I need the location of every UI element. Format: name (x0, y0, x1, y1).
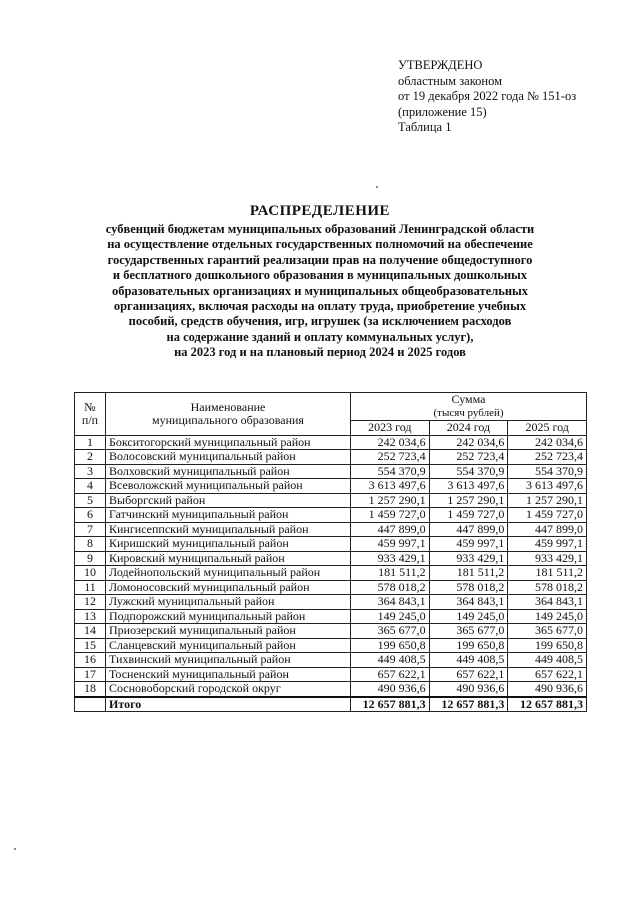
approval-stamp (398, 58, 576, 136)
row-number: 6 (75, 508, 106, 523)
amount-cell: 1 459 727,0 (429, 508, 508, 523)
amount-cell: 447 899,0 (351, 522, 430, 537)
table-row (75, 667, 587, 682)
amount-cell: 1 459 727,0 (508, 508, 587, 523)
amount-cell: 149 245,0 (351, 609, 430, 624)
municipality-name: Волосовский муниципальный район (106, 450, 351, 465)
amount-cell: 490 936,6 (429, 682, 508, 697)
approval-law: областным законом (398, 73, 503, 88)
municipality-name: Лужский муниципальный район (106, 595, 351, 610)
table-row (75, 580, 587, 595)
amount-cell: 149 245,0 (429, 609, 508, 624)
row-number: 7 (75, 522, 106, 537)
row-number: 2 (75, 450, 106, 465)
municipality-name: Ломоносовский муниципальный район (106, 580, 351, 595)
amount-cell: 199 650,8 (351, 638, 430, 653)
row-number: 8 (75, 537, 106, 552)
document-title: РАСПРЕДЕЛЕНИЕ (249, 203, 391, 219)
amount-cell: 3 613 497,6 (508, 479, 587, 494)
row-number: 15 (75, 638, 106, 653)
row-number: 13 (75, 609, 106, 624)
row-number: 16 (75, 653, 106, 668)
municipality-name: Сосновоборский городской округ (106, 682, 351, 697)
amount-cell: 365 677,0 (508, 624, 587, 639)
total-number-cell (75, 697, 106, 712)
table-row (75, 682, 587, 697)
table-row (75, 566, 587, 581)
amount-cell: 3 613 497,6 (429, 479, 508, 494)
col-year-2024: 2024 год (429, 421, 508, 436)
row-number: 9 (75, 551, 106, 566)
table-row (75, 508, 587, 523)
approval-table: Таблица 1 (398, 120, 452, 134)
municipality-name: Волховский муниципальный район (106, 464, 351, 479)
municipality-name: Всеволожский муниципальный район (106, 479, 351, 494)
municipality-name: Выборгский район (106, 493, 351, 508)
amount-cell: 364 843,1 (351, 595, 430, 610)
municipality-name: Тосненский муниципальный район (106, 667, 351, 682)
amount-cell: 449 408,5 (351, 653, 430, 668)
municipality-name: Сланцевский муниципальный район (106, 638, 351, 653)
amount-cell: 3 613 497,6 (351, 479, 430, 494)
amount-cell: 459 997,1 (508, 537, 587, 552)
col-sum-unit: (тысяч рублей) (351, 407, 587, 421)
row-number: 11 (75, 580, 106, 595)
municipality-name: Кингисеппский муниципальный район (106, 522, 351, 537)
amount-cell: 933 429,1 (351, 551, 430, 566)
municipality-name: Подпорожский муниципальный район (106, 609, 351, 624)
col-sum-header: Сумма (351, 393, 587, 407)
amount-cell: 181 511,2 (429, 566, 508, 581)
amount-cell: 364 843,1 (429, 595, 508, 610)
table-body (75, 435, 587, 712)
document-subtitle: субвенций бюджетам муниципальных образований Ленинградской области на осуществление отдельных государственных полномочий на обеспечение государственных гарантий реализации прав на получение общедоступного и бесплатного дошкольного образования в муниципальных дошкольных образовательных организациях и муниципальных общеобразовательных организациях, включая расходы на оплату труда, приобретение учебных пособий, средств обучения, игр, игрушек (за исключением расходов на содержание зданий и оплату коммунальных услуг), на 2023 год и на плановый период 2024 и 2025 годов (105, 222, 535, 360)
row-number: 5 (75, 493, 106, 508)
amount-cell: 1 459 727,0 (351, 508, 430, 523)
amount-cell: 199 650,8 (429, 638, 508, 653)
amount-cell: 490 936,6 (508, 682, 587, 697)
subsidy-table (74, 392, 587, 712)
amount-cell: 933 429,1 (429, 551, 508, 566)
amount-cell: 181 511,2 (351, 566, 430, 581)
row-number: 18 (75, 682, 106, 697)
amount-cell: 459 997,1 (429, 537, 508, 552)
row-number: 10 (75, 566, 106, 581)
amount-cell: 459 997,1 (351, 537, 430, 552)
amount-cell: 554 370,9 (429, 464, 508, 479)
scan-speck (376, 186, 378, 188)
amount-cell: 447 899,0 (429, 522, 508, 537)
amount-cell: 1 257 290,1 (508, 493, 587, 508)
municipality-name: Тихвинский муниципальный район (106, 653, 351, 668)
col-year-2023: 2023 год (351, 421, 430, 436)
table-row (75, 464, 587, 479)
total-amount: 12 657 881,3 (351, 697, 430, 712)
municipality-name: Приозерский муниципальный район (106, 624, 351, 639)
row-number: 4 (75, 479, 106, 494)
table-row (75, 551, 587, 566)
municipality-name: Лодейнопольский муниципальный район (106, 566, 351, 581)
table-row (75, 493, 587, 508)
table-row (75, 479, 587, 494)
amount-cell: 657 622,1 (508, 667, 587, 682)
amount-cell: 554 370,9 (351, 464, 430, 479)
amount-cell: 181 511,2 (508, 566, 587, 581)
approval-title: УТВЕРЖДЕНО (398, 58, 483, 72)
row-number: 1 (75, 435, 106, 450)
amount-cell: 242 034,6 (429, 435, 508, 450)
municipality-name: Бокситогорский муниципальный район (106, 435, 351, 450)
amount-cell: 364 843,1 (508, 595, 587, 610)
amount-cell: 252 723,4 (429, 450, 508, 465)
col-number-header: № п/п (75, 393, 106, 436)
table-row (75, 522, 587, 537)
table-row (75, 638, 587, 653)
amount-cell: 252 723,4 (508, 450, 587, 465)
col-name-header: Наименование муниципального образования (106, 393, 351, 436)
amount-cell: 447 899,0 (508, 522, 587, 537)
amount-cell: 199 650,8 (508, 638, 587, 653)
amount-cell: 365 677,0 (429, 624, 508, 639)
amount-cell: 149 245,0 (508, 609, 587, 624)
table-row (75, 624, 587, 639)
municipality-name: Киришский муниципальный район (106, 537, 351, 552)
total-row (75, 697, 587, 712)
table-row (75, 609, 587, 624)
amount-cell: 657 622,1 (429, 667, 508, 682)
col-year-2025: 2025 год (508, 421, 587, 436)
amount-cell: 242 034,6 (351, 435, 430, 450)
row-number: 14 (75, 624, 106, 639)
amount-cell: 252 723,4 (351, 450, 430, 465)
table-row (75, 435, 587, 450)
amount-cell: 449 408,5 (508, 653, 587, 668)
amount-cell: 1 257 290,1 (351, 493, 430, 508)
table-row (75, 595, 587, 610)
total-amount: 12 657 881,3 (429, 697, 508, 712)
scan-speck (14, 848, 16, 850)
amount-cell: 1 257 290,1 (429, 493, 508, 508)
document-heading (60, 203, 580, 361)
amount-cell: 490 936,6 (351, 682, 430, 697)
row-number: 3 (75, 464, 106, 479)
municipality-name: Кировский муниципальный район (106, 551, 351, 566)
amount-cell: 242 034,6 (508, 435, 587, 450)
amount-cell: 578 018,2 (429, 580, 508, 595)
approval-appendix: (приложение 15) (398, 104, 487, 119)
total-label: Итого (106, 697, 351, 712)
amount-cell: 578 018,2 (351, 580, 430, 595)
amount-cell: 578 018,2 (508, 580, 587, 595)
approval-date: от 19 декабря 2022 года № 151-оз (398, 89, 577, 103)
table-row (75, 450, 587, 465)
total-amount: 12 657 881,3 (508, 697, 587, 712)
amount-cell: 657 622,1 (351, 667, 430, 682)
amount-cell: 365 677,0 (351, 624, 430, 639)
table-row (75, 653, 587, 668)
amount-cell: 554 370,9 (508, 464, 587, 479)
row-number: 17 (75, 667, 106, 682)
row-number: 12 (75, 595, 106, 610)
municipality-name: Гатчинский муниципальный район (106, 508, 351, 523)
table-row (75, 537, 587, 552)
amount-cell: 449 408,5 (429, 653, 508, 668)
amount-cell: 933 429,1 (508, 551, 587, 566)
